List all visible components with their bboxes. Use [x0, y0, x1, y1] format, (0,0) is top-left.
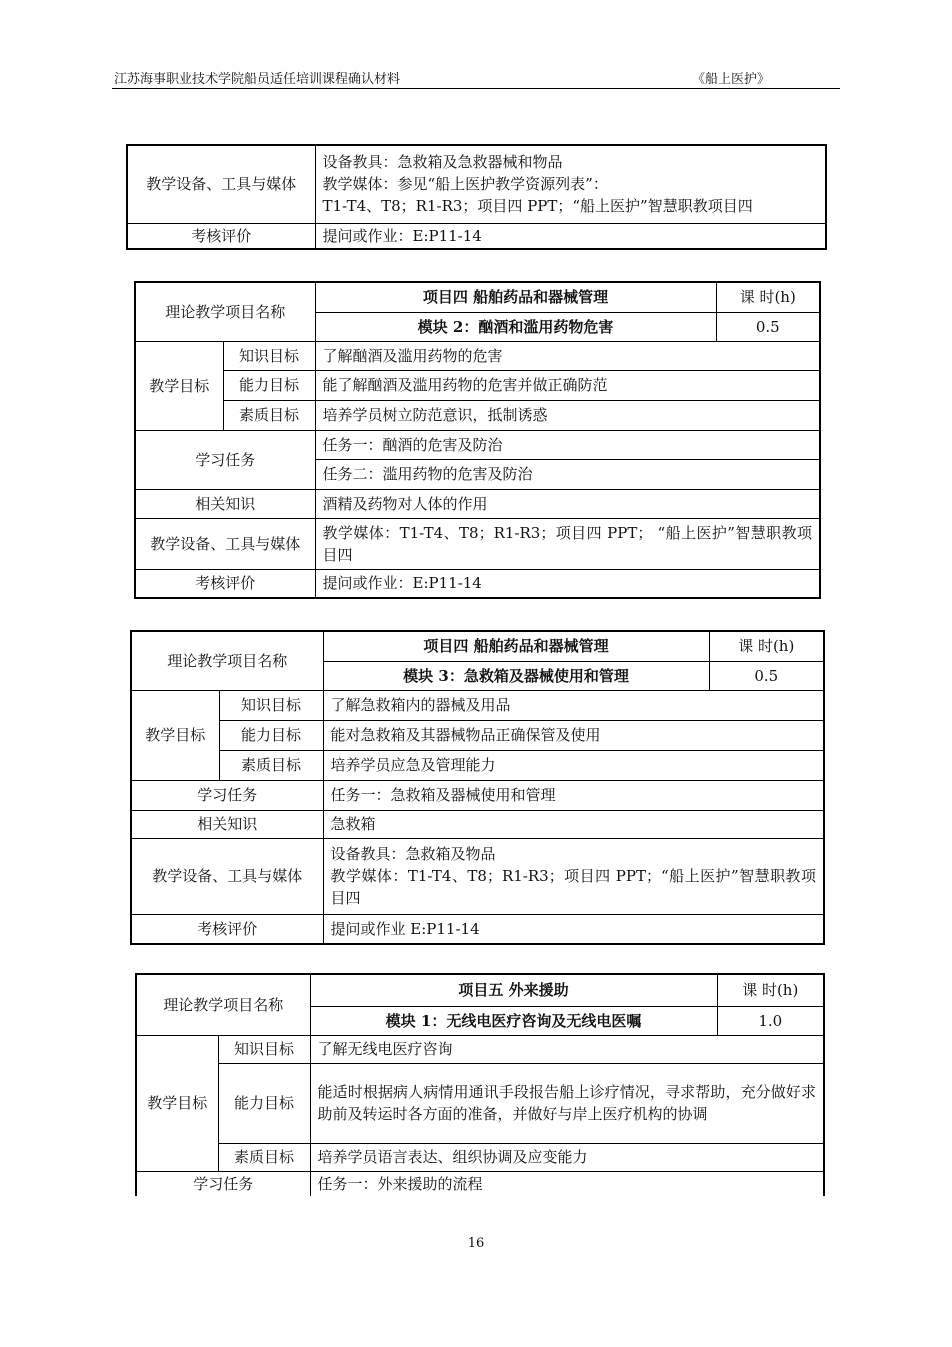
assess-value: 提问或作业 E:P11-14: [323, 914, 824, 944]
media-label: 教学设备、工具与媒体: [135, 518, 315, 569]
task-label: 学习任务: [131, 780, 323, 810]
media-line: T1-T4、T8；R1-R3；项目四 PPT；“船上医护”智慧职教项目四: [322, 197, 753, 216]
media-label: 教学设备、工具与媒体: [127, 145, 315, 223]
ability-value: 能了解酗酒及滥用药物的危害并做正确防范: [315, 370, 820, 400]
page-number: 16: [467, 1236, 485, 1251]
assess-label: 考核评价: [135, 569, 315, 598]
task-item: 任务二：滥用药物的危害及防治: [315, 459, 820, 489]
media-value: [315, 145, 826, 223]
project-title: 项目四 船舶药品和器械管理: [315, 282, 716, 312]
knowledge-value: 了解酗酒及滥用药物的危害: [315, 341, 820, 370]
task-item: 任务一：外来援助的流程: [310, 1171, 824, 1196]
project-title: 项目四 船舶药品和器械管理: [323, 631, 709, 661]
assess-value: 提问或作业：E:P11-14: [315, 223, 826, 249]
quality-value: 培养学员语言表达、组织协调及应变能力: [310, 1143, 824, 1171]
goal-label: 教学目标: [136, 1035, 218, 1171]
related-value: 酒精及药物对人体的作用: [315, 489, 820, 518]
hours-label: 课 时(h): [716, 282, 820, 312]
goal-label: 教学目标: [135, 341, 223, 430]
task-item: 任务一：酗酒的危害及防治: [315, 430, 820, 459]
hours-value: 0.5: [716, 312, 820, 341]
quality-label: 素质目标: [218, 1143, 310, 1171]
goal-label: 教学目标: [131, 690, 219, 780]
project-title: 项目五 外来援助: [310, 974, 717, 1006]
ability-value: 能适时根据病人病情用通讯手段报告船上诊疗情况，寻求帮助，充分做好求助前及转运时各方面的准备，并做好与岸上医疗机构的协调: [310, 1063, 824, 1143]
task-label: 学习任务: [136, 1171, 310, 1196]
media-line: 设备教具：急救箱及急救器械和物品: [322, 153, 563, 172]
media-line: 教学媒体：参见“船上医护教学资源列表”：: [322, 175, 608, 194]
media-line: 设备教具：急救箱及物品: [330, 845, 496, 863]
related-label: 相关知识: [135, 489, 315, 518]
task-item: 任务一：急救箱及器械使用和管理: [323, 780, 824, 810]
hours-value: 0.5: [709, 661, 824, 690]
header-course-name: 《船上医护》: [692, 72, 771, 87]
ability-label: 能力目标: [223, 370, 315, 400]
related-label: 相关知识: [131, 810, 323, 838]
quality-value: 培养学员树立防范意识，抵制诱惑: [315, 400, 820, 430]
ability-value: 能对急救箱及其器械物品正确保管及使用: [323, 720, 824, 750]
quality-value: 培养学员应急及管理能力: [323, 750, 824, 780]
ability-label: 能力目标: [218, 1063, 310, 1143]
hours-label: 课 时(h): [717, 974, 824, 1006]
knowledge-value: 了解急救箱内的器械及用品: [323, 690, 824, 720]
related-value: 急救箱: [323, 810, 824, 838]
header-divider: [112, 88, 840, 89]
table-module-4-2: [134, 281, 821, 599]
project-name-label: 理论教学项目名称: [135, 282, 315, 341]
module-title: 模块 1：无线电医疗咨询及无线电医嘱: [310, 1006, 717, 1035]
knowledge-label: 知识目标: [223, 341, 315, 370]
table-module-4-3: [130, 630, 825, 945]
knowledge-label: 知识目标: [219, 690, 323, 720]
table-continuation: [126, 144, 827, 250]
media-value: 教学媒体：T1-T4、T8；R1-R3；项目四 PPT； “船上医护”智慧职教项目四: [315, 518, 820, 569]
task-label: 学习任务: [135, 430, 315, 489]
module-title: 模块 3：急救箱及器械使用和管理: [323, 661, 709, 690]
ability-label: 能力目标: [219, 720, 323, 750]
assess-value: 提问或作业：E:P11-14: [315, 569, 820, 598]
media-line: 教学媒体：T1-T4、T8；R1-R3；项目四 PPT；“船上医护”智慧职教项目四: [330, 867, 817, 907]
quality-label: 素质目标: [219, 750, 323, 780]
project-name-label: 理论教学项目名称: [136, 974, 310, 1035]
assess-label: 考核评价: [127, 223, 315, 249]
table-module-5-1: [135, 973, 825, 1196]
knowledge-label: 知识目标: [218, 1035, 310, 1063]
quality-label: 素质目标: [223, 400, 315, 430]
assess-label: 考核评价: [131, 914, 323, 944]
media-value: [323, 838, 824, 914]
hours-label: 课 时(h): [709, 631, 824, 661]
project-name-label: 理论教学项目名称: [131, 631, 323, 690]
media-label: 教学设备、工具与媒体: [131, 838, 323, 914]
header-title: 江苏海事职业技术学院船员适任培训课程确认材料: [114, 72, 401, 87]
module-title: 模块 2：酗酒和滥用药物危害: [315, 312, 716, 341]
hours-value: 1.0: [717, 1006, 824, 1035]
knowledge-value: 了解无线电医疗咨询: [310, 1035, 824, 1063]
